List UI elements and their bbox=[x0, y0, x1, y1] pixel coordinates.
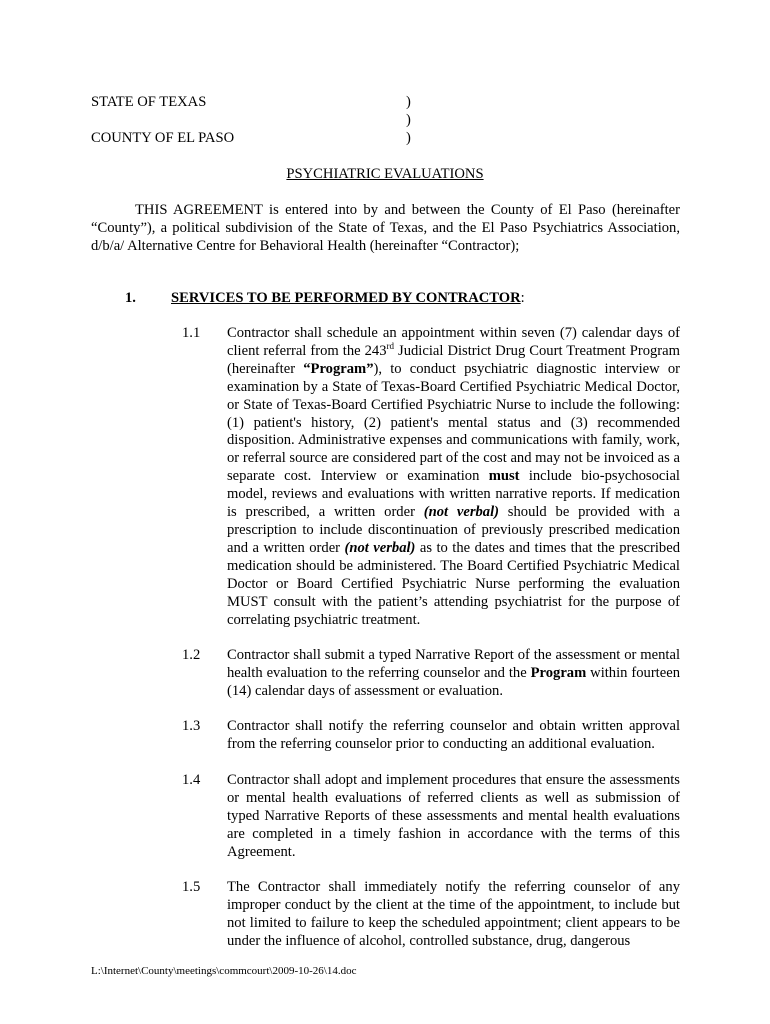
clause-text-part: as to the dates and times that the prescribed medication should be administered. The Board Certified Psychiatric Medical Doctor or Board Certified Psychiatric Nurse performing the evaluation MUST consult with the patient’s attending psychiatrist for the purpose of correlating psychiatric treatment. bbox=[227, 539, 681, 628]
caption-county: COUNTY OF EL PASO bbox=[91, 130, 235, 146]
clause-number: 1.4 bbox=[182, 772, 201, 788]
clause-number: 1.3 bbox=[182, 718, 201, 734]
clause-text bbox=[227, 718, 680, 754]
clause-text bbox=[227, 325, 680, 629]
emphasis-not-verbal: (not verbal) bbox=[344, 539, 416, 556]
ordinal-superscript: rd bbox=[386, 340, 395, 351]
clause-text-part: ), to conduct psychiatric diagnostic interview or examination by a State of Texas-Board Certified Psychiatric Medical Doctor, or State of Texas-Board Certified Psychiatric Nurse to include the following: (1) patient's history, (2) patient's mental status and (3) recommended disposition. Administrative expenses and communications with family, work, or referral source are considered part of the cost and may not be invoiced as a separate cost. Interview or examination bbox=[227, 360, 680, 485]
caption-county-row bbox=[91, 130, 421, 148]
clause-text-part: Contractor shall adopt and implement procedures that ensure the assessments or mental health evaluations of referred clients as well as submission of typed Narrative Reports of these assessments and mental health evaluations are completed in a timely fashion in accordance with the terms of this Agreement. bbox=[227, 772, 680, 860]
clause-1-4 bbox=[182, 772, 680, 862]
caption-paren: ) bbox=[406, 112, 411, 128]
clause-text bbox=[227, 879, 680, 951]
caption-state-row bbox=[91, 94, 421, 112]
clause-1-5 bbox=[182, 879, 680, 951]
clause-text-part: The Contractor shall immediately notify the referring counselor of any improper conduct by the client at the time of the appointment, to include but not limited to failure to keep the scheduled appointment; client appears to be under the influence of alcohol, controlled substance, drug, dangerous bbox=[227, 879, 680, 949]
section-title bbox=[171, 290, 525, 308]
clause-text-part: should be provided with a prescription to include discontinuation of previously prescribed medication and a written order bbox=[227, 504, 680, 556]
program-term: Program bbox=[530, 664, 587, 681]
caption-blank-row bbox=[91, 112, 421, 130]
caption-paren: ) bbox=[406, 130, 411, 146]
clause-text-part: Contractor shall schedule an appointment within seven (7) calendar days of client referral from the 243 bbox=[227, 325, 680, 359]
clause-number: 1.1 bbox=[182, 325, 201, 341]
clause-text bbox=[227, 772, 680, 862]
clause-text-part: Contractor shall submit a typed Narrative Report of the assessment or mental health evaluation to the referring counselor and the bbox=[227, 647, 680, 681]
clause-1-1 bbox=[182, 325, 680, 629]
emphasis-not-verbal: (not verbal) bbox=[423, 504, 500, 521]
clause-text-part: Contractor shall notify the referring counselor and obtain written approval from the referring counselor prior to conducting an additional evaluation. bbox=[227, 718, 680, 752]
clause-text-part: within fourteen (14) calendar days of assessment or evaluation. bbox=[227, 664, 680, 699]
section-title-text: SERVICES TO BE PERFORMED BY CONTRACTOR bbox=[171, 290, 521, 306]
clause-1-3 bbox=[182, 718, 680, 754]
clause-text-part: Judicial District Drug Court Treatment Program (hereinafter bbox=[227, 342, 680, 377]
clause-text-part: include bio-psychosocial model, reviews and evaluations with written narrative reports. If medication is prescribed, a written order bbox=[227, 468, 680, 521]
program-term: “Program” bbox=[303, 360, 374, 377]
section-title-colon: : bbox=[520, 290, 525, 306]
caption-paren: ) bbox=[406, 94, 411, 110]
file-path-footer: L:\Internet\County\meetings\commcourt\2009-10-26\14.doc bbox=[91, 965, 357, 977]
clause-text bbox=[227, 647, 680, 701]
document-title: PSYCHIATRIC EVALUATIONS bbox=[286, 166, 484, 182]
clause-number: 1.5 bbox=[182, 879, 201, 895]
emphasis-must: must bbox=[488, 468, 520, 485]
clause-1-2 bbox=[182, 647, 680, 701]
clause-number: 1.2 bbox=[182, 647, 201, 663]
intro-paragraph: THIS AGREEMENT is entered into by and between the County of El Paso (hereinafter “County”), a political subdivision of the State of Texas, and the El Paso Psychiatrics Association, d/b/a/ Alternative Centre for Behavioral Health (hereinafter “Contractor); bbox=[91, 202, 680, 254]
caption-state: STATE OF TEXAS bbox=[91, 94, 207, 110]
section-number: 1. bbox=[125, 290, 136, 306]
